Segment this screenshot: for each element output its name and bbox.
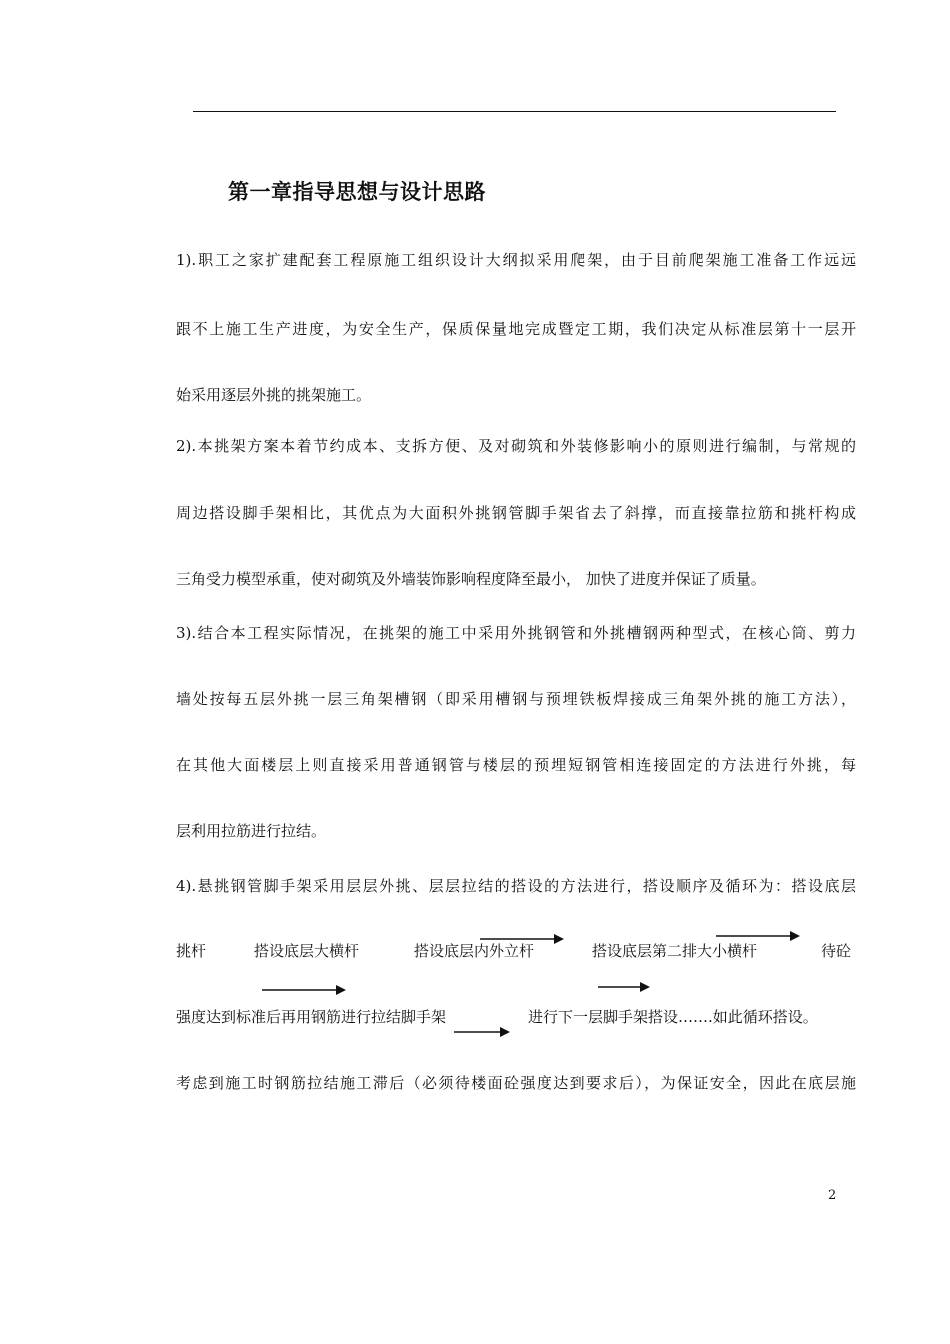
header-rule	[193, 111, 836, 112]
paragraph-4-line-4: 考虑到施工时钢筋拉结施工滞后（必须待楼面砼强度达到要求后），为保证安全，因此在底层施	[176, 1074, 856, 1092]
page-number: 2	[828, 1188, 837, 1203]
paragraph-2-line-2: 周边搭设脚手架相比，其优点为大面积外挑钢管脚手架省去了斜撑，而直接靠拉筋和挑杆构成	[176, 504, 856, 522]
step-big-crossbar: 搭设底层大横杆	[254, 942, 360, 960]
paragraph-3-line-1: 3).结合本工程实际情况，在挑架的施工中采用外挑钢管和外挑槽钢两种型式，在核心筒、剪力	[176, 624, 856, 642]
paragraph-1-line-3: 始采用逐层外挑的挑架施工。	[176, 386, 372, 404]
step-standing-poles: 搭设底层内外立杆	[414, 942, 535, 960]
paragraph-3-line-2: 墙处按每五层外挑一层三角架槽钢（即采用槽钢与预埋铁板焊接成三角架外挑的施工方法），	[176, 690, 856, 708]
step-rebar-tie: 强度达到标准后再用钢筋进行拉结脚手架	[176, 1008, 447, 1026]
step-next-floor: 进行下一层脚手架搭设…….如此循环搭设。	[528, 1008, 818, 1026]
paragraph-1-line-1: 1).职工之家扩建配套工程原施工组织设计大纲拟采用爬架，由于目前爬架施工准备工作远远	[176, 251, 856, 269]
flow-arrow-icon	[262, 984, 346, 996]
paragraph-3-line-3: 在其他大面楼层上则直接采用普通钢管与楼层的预埋短钢管相连接固定的方法进行外挑，每	[176, 756, 856, 774]
flow-arrow-icon	[716, 930, 800, 942]
step-second-row-crossbars: 搭设底层第二排大小横杆	[592, 942, 758, 960]
paragraph-3-line-4: 层利用拉筋进行拉结。	[176, 822, 327, 840]
flow-arrow-icon	[480, 933, 564, 945]
flow-arrow-icon	[454, 1026, 510, 1038]
step-wait-concrete: 待砼	[821, 942, 852, 960]
paragraph-2-line-3: 三角受力模型承重，使对砌筑及外墙装饰影响程度降至最小， 加快了进度并保证了质量。	[176, 570, 766, 588]
flow-arrow-icon	[598, 981, 650, 993]
step-pick-bar: 挑杆	[176, 942, 207, 960]
paragraph-2-line-1: 2).本挑架方案本着节约成本、支拆方便、及对砌筑和外装修影响小的原则进行编制，与常规的	[176, 437, 856, 455]
paragraph-1-line-2: 跟不上施工生产进度，为安全生产，保质保量地完成暨定工期，我们决定从标准层第十一层开	[176, 320, 856, 338]
chapter-title: 第一章指导思想与设计思路	[228, 179, 486, 204]
paragraph-4-line-1: 4).悬挑钢管脚手架采用层层外挑、层层拉结的搭设的方法进行，搭设顺序及循环为：搭设底层	[176, 877, 856, 895]
